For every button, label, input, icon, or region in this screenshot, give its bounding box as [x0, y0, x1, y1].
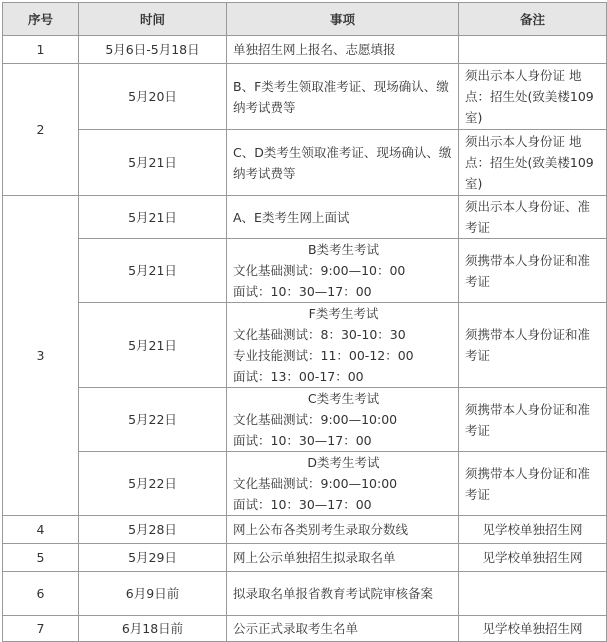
table-row	[3, 303, 607, 388]
header-row	[3, 3, 607, 36]
cell-time: 5月21日	[79, 196, 227, 239]
cell-time: 5月28日	[79, 516, 227, 544]
exam-title: C类考生考试	[307, 391, 380, 406]
cell-note: 须出示本人身份证 地点：招生处(致美楼109室)	[459, 64, 607, 130]
table-row	[3, 616, 607, 642]
cell-note: 见学校单独招生网	[459, 516, 607, 544]
cell-time: 5月21日	[79, 303, 227, 388]
cell-no: 2	[3, 64, 79, 196]
cell-item: 公示正式录取考生名单	[227, 616, 459, 642]
cell-time: 6月9日前	[79, 572, 227, 616]
cell-item: 网上公示单独招生拟录取名单	[227, 544, 459, 572]
cell-note	[459, 572, 607, 616]
exam-title: B类考生考试	[307, 242, 380, 257]
cell-item: 拟录取名单报省教育考试院审核备案	[227, 572, 459, 616]
exam-line: 文化基础测试：9:00—10:00	[233, 476, 398, 491]
cell-item: B、F类考生领取准考证、现场确认、缴纳考试费等	[227, 64, 459, 130]
exam-line: 专业技能测试：11：00-12：00	[233, 348, 414, 363]
cell-note	[459, 36, 607, 64]
table-row	[3, 516, 607, 544]
cell-item: A、E类考生网上面试	[227, 196, 459, 239]
cell-no: 5	[3, 544, 79, 572]
header-no: 序号	[3, 3, 79, 36]
cell-item	[227, 239, 459, 303]
exam-title: D类考生考试	[307, 455, 380, 470]
cell-note: 须出示本人身份证、准考证	[459, 196, 607, 239]
exam-line: 面试：10：30—17：00	[233, 433, 372, 448]
cell-time: 5月22日	[79, 452, 227, 516]
table-row	[3, 572, 607, 616]
cell-time: 5月21日	[79, 239, 227, 303]
cell-note: 须出示本人身份证 地点：招生处(致美楼109室)	[459, 130, 607, 196]
cell-note: 须携带本人身份证和准考证	[459, 388, 607, 452]
cell-note: 见学校单独招生网	[459, 616, 607, 642]
exam-line: 文化基础测试：8：30-10：30	[233, 327, 406, 342]
schedule-table	[2, 2, 607, 642]
cell-no: 6	[3, 572, 79, 616]
cell-no: 7	[3, 616, 79, 642]
header-item: 事项	[227, 3, 459, 36]
table-row	[3, 36, 607, 64]
table-row	[3, 544, 607, 572]
exam-line: 文化基础测试：9:00—10:00	[233, 412, 398, 427]
table-row	[3, 130, 607, 196]
exam-title: F类考生考试	[308, 306, 379, 321]
cell-no: 3	[3, 196, 79, 516]
exam-line: 面试：13：00-17：00	[233, 369, 364, 384]
cell-note: 须携带本人身份证和准考证	[459, 452, 607, 516]
exam-line: 面试：10：30—17：00	[233, 497, 372, 512]
cell-no: 1	[3, 36, 79, 64]
cell-time: 5月22日	[79, 388, 227, 452]
table-row	[3, 452, 607, 516]
cell-item: C、D类考生领取准考证、现场确认、缴纳考试费等	[227, 130, 459, 196]
table-row	[3, 196, 607, 239]
cell-note: 见学校单独招生网	[459, 544, 607, 572]
cell-no: 4	[3, 516, 79, 544]
table-row	[3, 239, 607, 303]
cell-time: 5月20日	[79, 64, 227, 130]
cell-time: 5月6日-5月18日	[79, 36, 227, 64]
cell-time: 5月21日	[79, 130, 227, 196]
cell-note: 须携带本人身份证和准考证	[459, 239, 607, 303]
cell-item	[227, 388, 459, 452]
cell-item	[227, 452, 459, 516]
cell-note: 须携带本人身份证和准考证	[459, 303, 607, 388]
table-row	[3, 388, 607, 452]
exam-line: 面试：10：30—17：00	[233, 284, 372, 299]
header-note: 备注	[459, 3, 607, 36]
cell-item	[227, 303, 459, 388]
header-time: 时间	[79, 3, 227, 36]
exam-line: 文化基础测试：9:00—10：00	[233, 263, 406, 278]
cell-item: 网上公布各类别考生录取分数线	[227, 516, 459, 544]
table-row	[3, 64, 607, 130]
cell-time: 6月18日前	[79, 616, 227, 642]
cell-item: 单独招生网上报名、志愿填报	[227, 36, 459, 64]
cell-time: 5月29日	[79, 544, 227, 572]
